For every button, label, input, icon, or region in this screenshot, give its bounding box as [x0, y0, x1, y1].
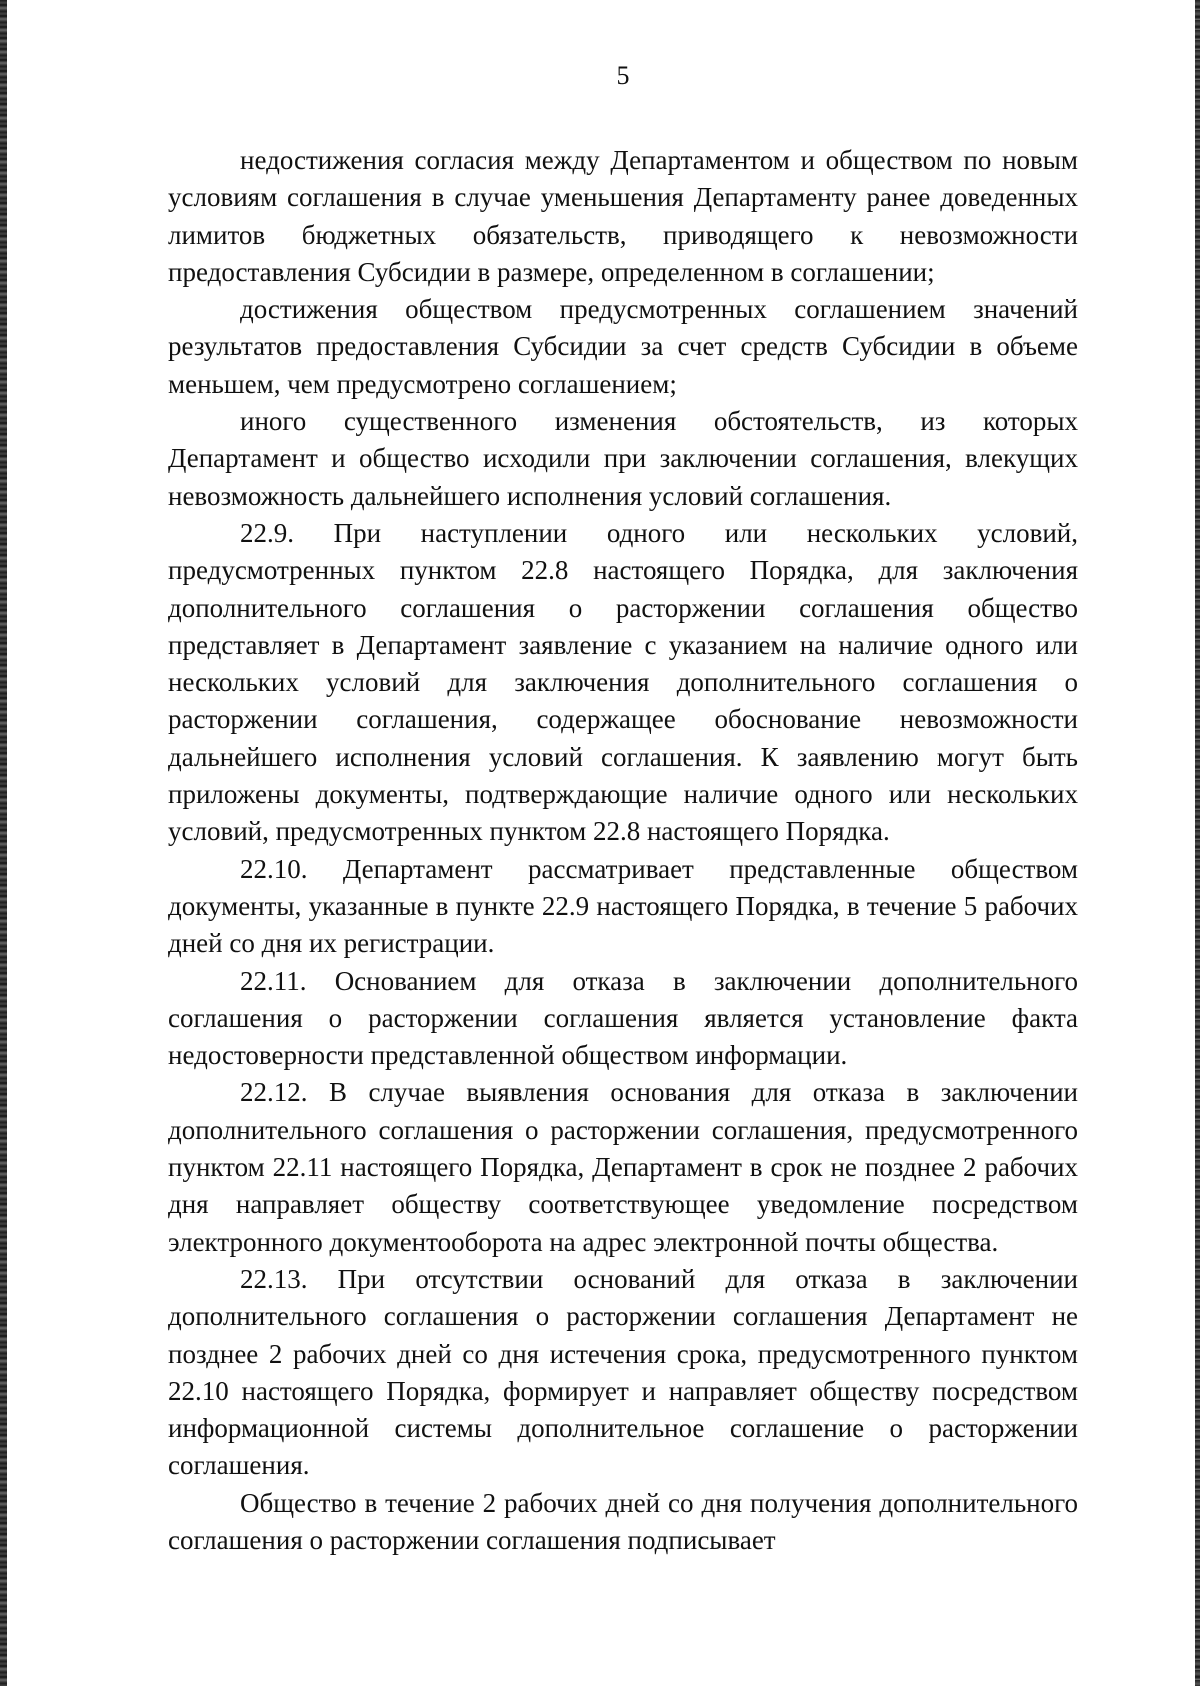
- page-number: 5: [616, 61, 630, 90]
- paragraph-society-signing: Общество в течение 2 рабочих дней со дня получения дополнительного соглашения о расторжении соглашения подписывает: [168, 1487, 1078, 1555]
- paragraph-22-12: 22.12. В случае выявления основания для отказа в заключении дополнительного соглашения о расторжении соглашения, предусмотренного пунктом 22.11 настоящего Порядка, Департамент в срок не позднее 2 рабочих дня направляет обществу соответствующее уведомление посредством электронного документооборота на адрес электронной почты общества.: [168, 1077, 1078, 1257]
- paragraph-22-10: 22.10. Департамент рассматривает представленные обществом документы, указанные в пункте 22.9 настоящего Порядка, в течение 5 рабочих дней со дня их регистрации.: [168, 853, 1078, 959]
- paragraph-results-condition: достижения обществом предусмотренных соглашением значений результатов предоставления Субсидии за счет средств Субсидии в объеме меньшем, чем предусмотрено соглашением;: [168, 294, 1078, 399]
- paragraph-underachievement-condition: недостижения согласия между Департаментом и обществом по новым условиям соглашения в случае уменьшения Департаменту ранее доведенных лимитов бюджетных обязательств, приводящего к невозможности предоставления Субсидии в размере, определенном в соглашении;: [168, 145, 1078, 287]
- paragraph-22-9: 22.9. При наступлении одного или нескольких условий, предусмотренных пунктом 22.8 настоящего Порядка, для заключения дополнительного соглашения о расторжении соглашения общество представляет в Департамент заявление с указанием на наличие одного или нескольких условий для заключения дополнительного соглашения о расторжении соглашения, содержащее обоснование невозможности дальнейшего исполнения условий соглашения. К заявлению могут быть приложены документы, подтверждающие наличие одного или нескольких условий, предусмотренных пунктом 22.8 настоящего Порядка.: [168, 517, 1078, 847]
- document-page: [168, 56, 1078, 1559]
- paragraph-22-13: 22.13. При отсутствии оснований для отказа в заключении дополнительного соглашения о расторжении соглашения Департамент не позднее 2 рабочих дней со дня истечения срока, предусмотренного пунктом 22.10 настоящего Порядка, формирует и направляет обществу посредством информационной системы дополнительное соглашение о расторжении соглашения.: [168, 1263, 1078, 1481]
- scan-edge-left: [0, 0, 7, 1686]
- paragraph-22-11: 22.11. Основанием для отказа в заключении дополнительного соглашения о расторжении соглашения является установление факта недостоверности представленной обществом информации.: [168, 965, 1078, 1071]
- scan-edge-right: [1195, 0, 1200, 1686]
- paragraph-circumstances-condition: иного существенного изменения обстоятельств, из которых Департамент и общество исходили при заключении соглашения, влекущих невозможность дальнейшего исполнения условий соглашения.: [168, 406, 1078, 511]
